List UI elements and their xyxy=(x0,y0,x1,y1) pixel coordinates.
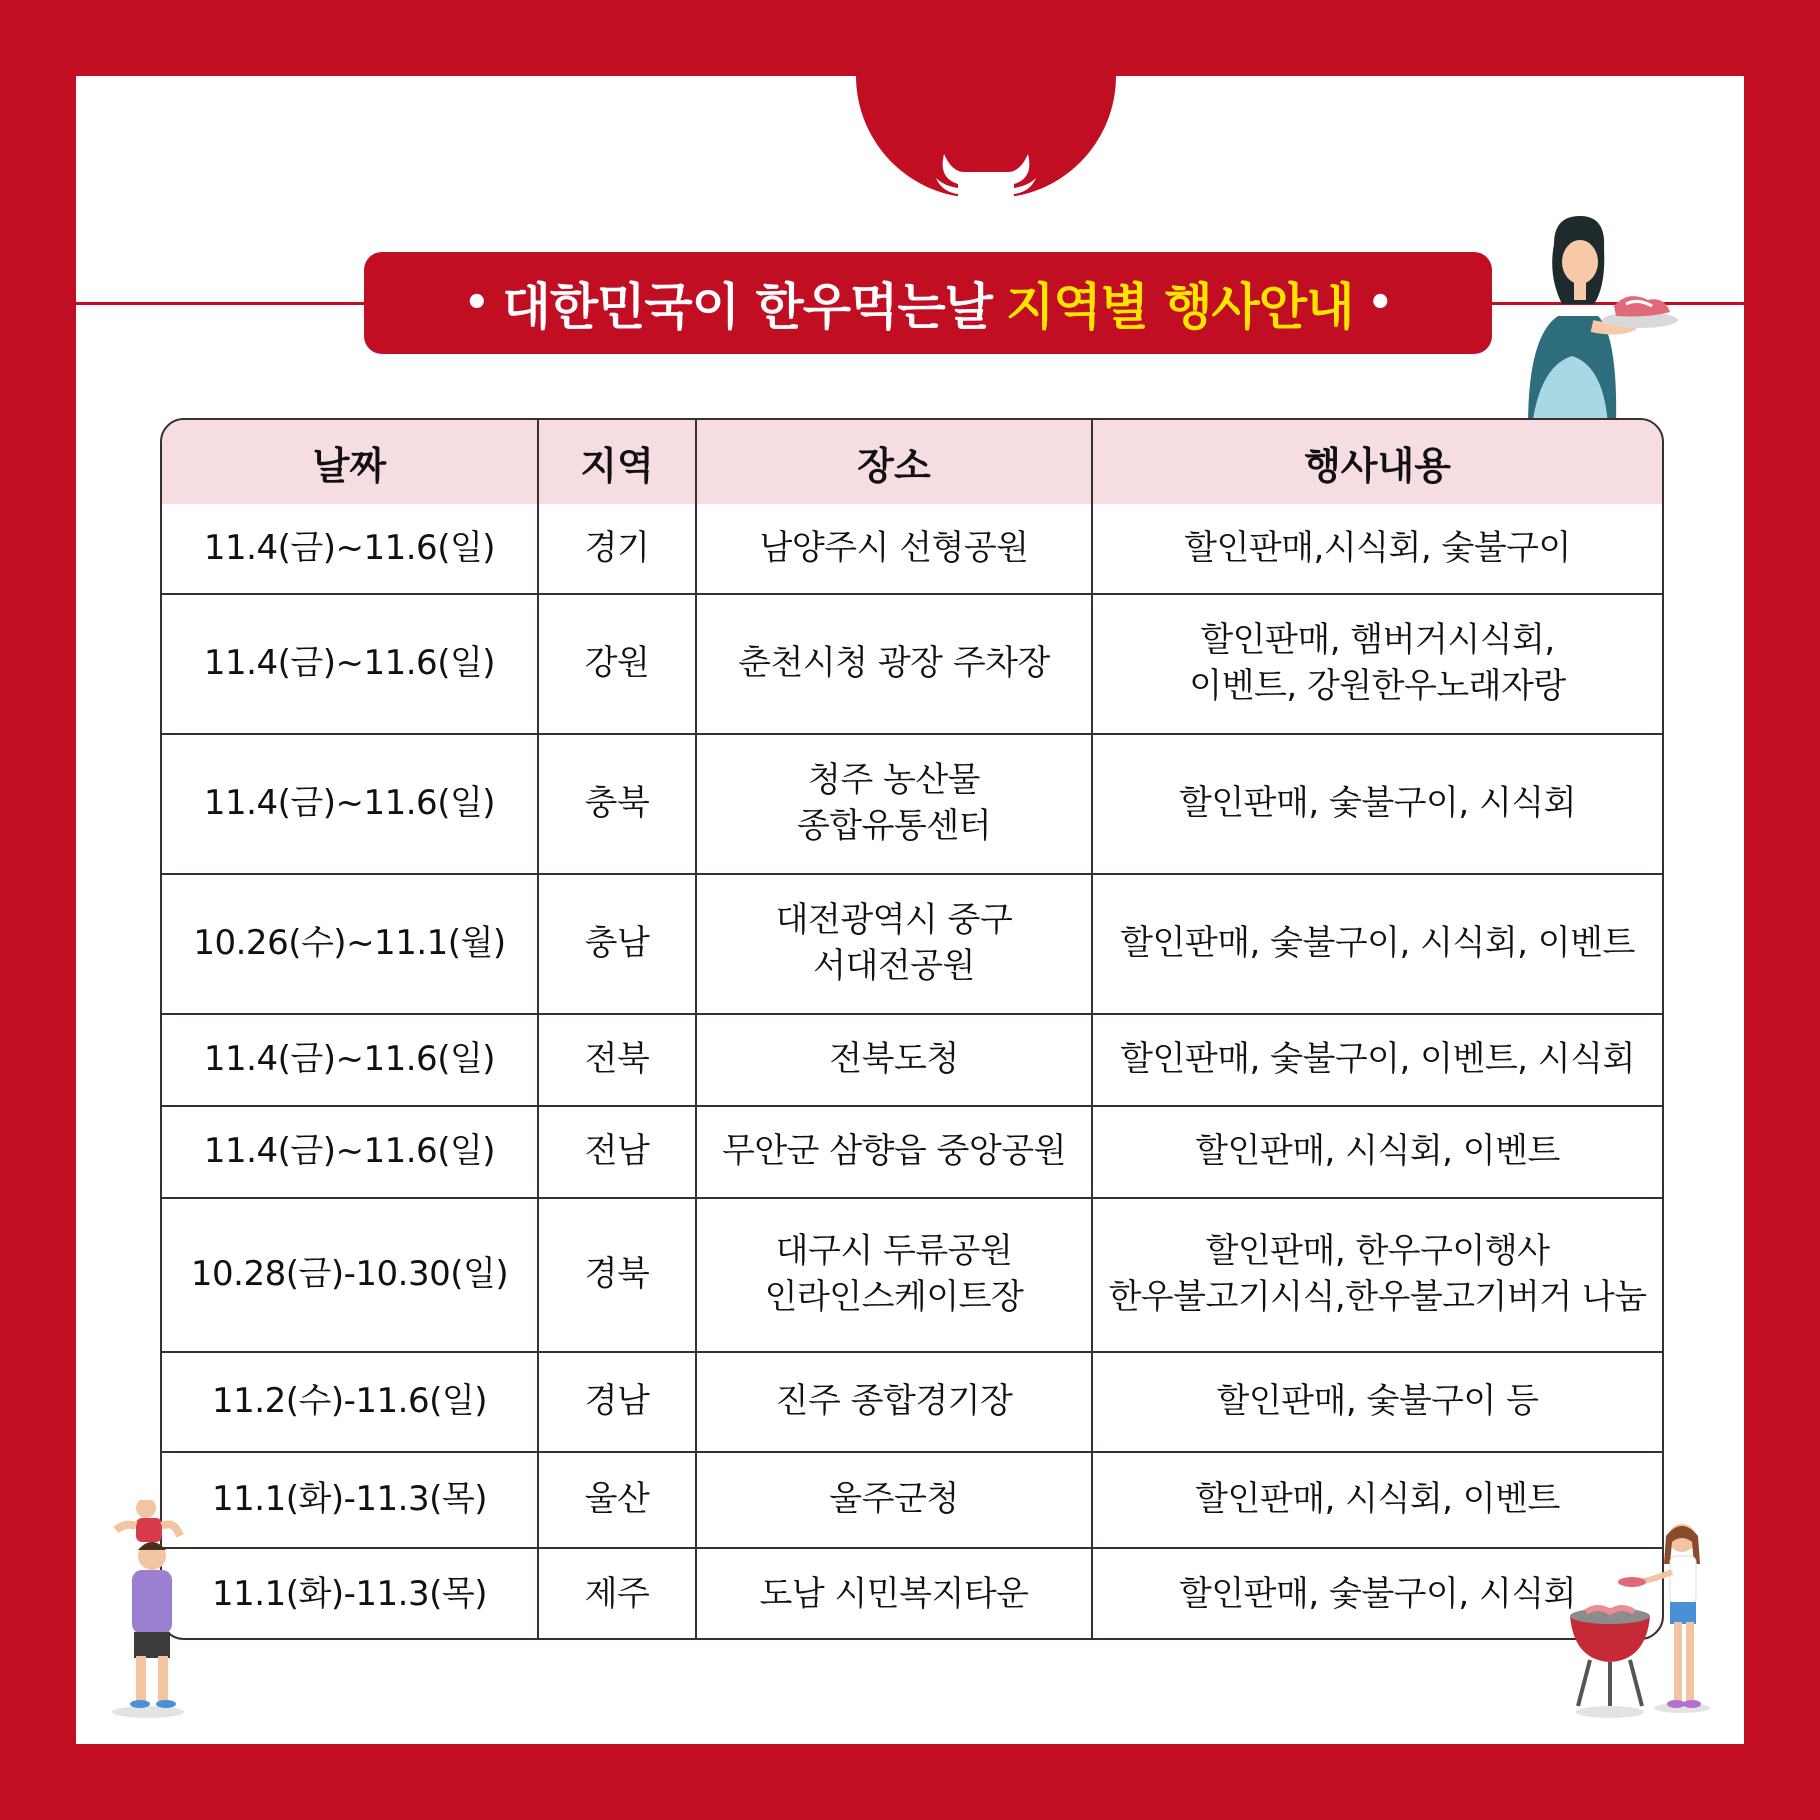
header-region: 지역 xyxy=(538,420,696,504)
title-highlight: 지역별 행사안내 xyxy=(1005,278,1354,336)
place-line: 울주군청 xyxy=(829,1479,959,1520)
cell-region: 강원 xyxy=(538,594,696,734)
header-place: 장소 xyxy=(696,420,1092,504)
cell-region: 제주 xyxy=(538,1548,696,1640)
event-line: 할인판매, 시식회, 이벤트 xyxy=(1195,1479,1560,1520)
title-main: 대한민국이 한우먹는날 xyxy=(502,278,992,336)
place-line: 진주 종합경기장 xyxy=(775,1381,1013,1422)
place-line: 춘천시청 광장 주차장 xyxy=(738,643,1050,684)
cell-place xyxy=(696,504,1092,594)
cow-head-icon xyxy=(934,148,1038,244)
cell-event xyxy=(1092,1014,1662,1106)
event-table xyxy=(162,420,1662,1640)
content-panel xyxy=(76,76,1744,1744)
cell-event xyxy=(1092,504,1662,594)
girl-grilling-bbq-illustration xyxy=(1562,1520,1722,1720)
cell-date: 11.4(금)~11.6(일) xyxy=(162,1106,538,1198)
place-line: 전북도청 xyxy=(829,1039,959,1080)
cell-place xyxy=(696,1014,1092,1106)
cell-date: 11.4(금)~11.6(일) xyxy=(162,734,538,874)
cell-event xyxy=(1092,734,1662,874)
woman-serving-meat-illustration xyxy=(1488,216,1678,426)
event-line: 할인판매, 햄버거시식회, xyxy=(1200,620,1555,661)
table-row xyxy=(162,504,1662,594)
place-line: 대전광역시 중구 xyxy=(775,900,1013,941)
cell-region: 충남 xyxy=(538,874,696,1014)
cell-place xyxy=(696,1452,1092,1548)
table-row xyxy=(162,734,1662,874)
cell-event xyxy=(1092,874,1662,1014)
cell-place xyxy=(696,1548,1092,1640)
cell-event xyxy=(1092,1352,1662,1452)
table-row xyxy=(162,1352,1662,1452)
cell-place xyxy=(696,1198,1092,1352)
header-event: 행사내용 xyxy=(1092,420,1662,504)
cell-region: 경북 xyxy=(538,1198,696,1352)
page-title xyxy=(364,252,1492,354)
cell-place xyxy=(696,1106,1092,1198)
cell-date: 11.4(금)~11.6(일) xyxy=(162,594,538,734)
cell-region: 충북 xyxy=(538,734,696,874)
event-line: 할인판매, 숯불구이, 이벤트, 시식회 xyxy=(1120,1039,1635,1080)
table-row xyxy=(162,874,1662,1014)
cell-date: 11.1(화)-11.3(목) xyxy=(162,1452,538,1548)
event-line: 할인판매, 숯불구이, 시식회 xyxy=(1178,783,1576,824)
cell-place xyxy=(696,874,1092,1014)
table-row xyxy=(162,1548,1662,1640)
cell-event xyxy=(1092,1198,1662,1352)
cell-date: 11.2(수)-11.6(일) xyxy=(162,1352,538,1452)
title-bullet-right: • xyxy=(1367,280,1393,326)
event-line: 할인판매, 숯불구이 등 xyxy=(1216,1381,1539,1422)
cell-region: 전북 xyxy=(538,1014,696,1106)
place-line: 무안군 삼향읍 중앙공원 xyxy=(721,1131,1067,1172)
cell-date: 11.1(화)-11.3(목) xyxy=(162,1548,538,1640)
table-row xyxy=(162,1198,1662,1352)
table-row xyxy=(162,594,1662,734)
cell-date: 11.4(금)~11.6(일) xyxy=(162,1014,538,1106)
event-line: 할인판매, 숯불구이, 시식회 xyxy=(1178,1573,1576,1614)
father-and-child-illustration xyxy=(96,1500,206,1720)
cell-date: 11.4(금)~11.6(일) xyxy=(162,504,538,594)
cell-region: 경남 xyxy=(538,1352,696,1452)
event-table-container xyxy=(160,418,1664,1640)
event-line: 이벤트, 강원한우노래자랑 xyxy=(1189,666,1566,706)
cell-region: 전남 xyxy=(538,1106,696,1198)
event-line: 한우불고기시식,한우불고기버거 나눔 xyxy=(1108,1277,1647,1317)
cell-event xyxy=(1092,1106,1662,1198)
cell-region: 울산 xyxy=(538,1452,696,1548)
cell-event xyxy=(1092,594,1662,734)
place-line: 인라인스케이트장 xyxy=(764,1277,1024,1317)
table-row xyxy=(162,1452,1662,1548)
place-line: 종합유통센터 xyxy=(796,806,992,846)
place-line: 남양주시 선형공원 xyxy=(759,527,1029,568)
event-line: 할인판매, 한우구이행사 xyxy=(1205,1231,1550,1272)
place-line: 대구시 두류공원 xyxy=(775,1231,1013,1272)
place-line: 청주 농산물 xyxy=(807,760,981,801)
header-date: 날짜 xyxy=(162,420,538,504)
place-line: 서대전공원 xyxy=(813,946,975,986)
place-line: 도남 시민복지타운 xyxy=(759,1573,1029,1614)
cell-place xyxy=(696,1352,1092,1452)
event-line: 할인판매, 숯불구이, 시식회, 이벤트 xyxy=(1120,923,1635,964)
title-bullet-left: • xyxy=(463,280,489,326)
cell-place xyxy=(696,734,1092,874)
cell-place xyxy=(696,594,1092,734)
cell-region: 경기 xyxy=(538,504,696,594)
cell-date: 10.26(수)~11.1(월) xyxy=(162,874,538,1014)
table-row xyxy=(162,1014,1662,1106)
table-row xyxy=(162,1106,1662,1198)
cell-date: 10.28(금)-10.30(일) xyxy=(162,1198,538,1352)
event-line: 할인판매, 시식회, 이벤트 xyxy=(1195,1131,1560,1172)
event-line: 할인판매,시식회, 숯불구이 xyxy=(1184,527,1571,568)
table-header-row xyxy=(162,420,1662,504)
